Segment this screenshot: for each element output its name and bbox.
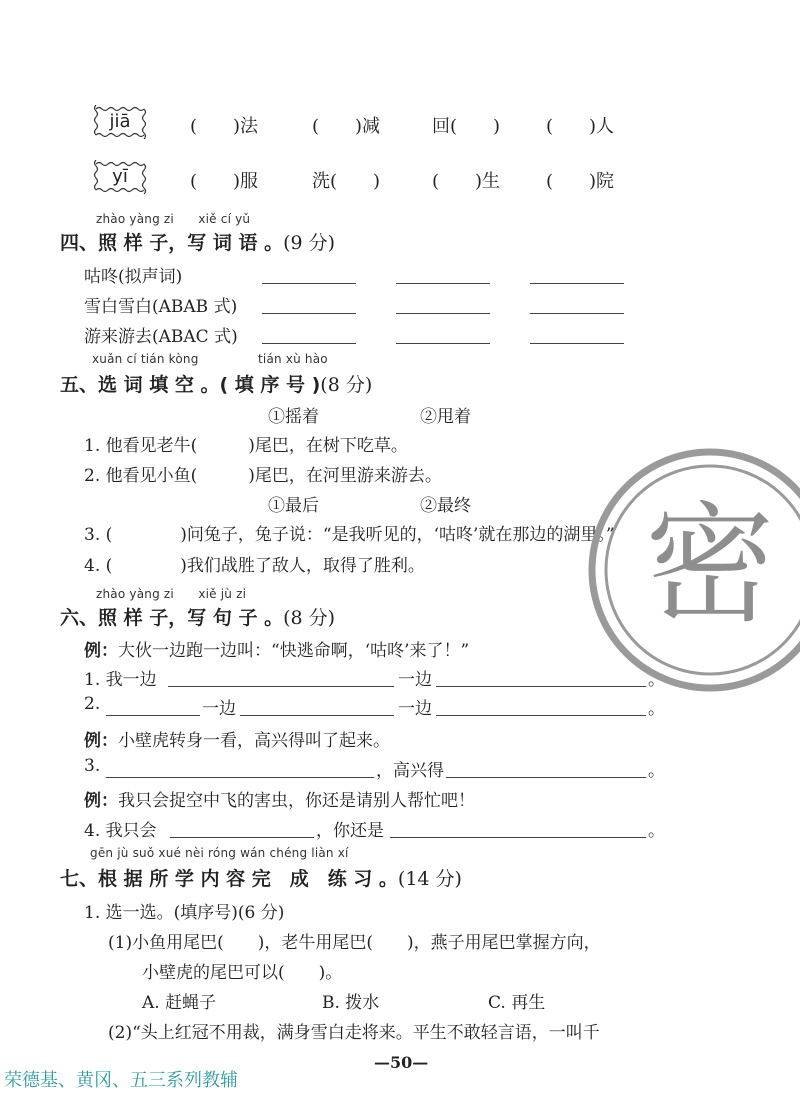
answer-line[interactable] [390, 837, 646, 838]
answer-line[interactable] [530, 343, 624, 344]
section6-title-text: 六、照 样 子，写 句 子 。 [60, 607, 284, 629]
answer-line[interactable] [106, 777, 374, 778]
blank-jia-3[interactable]: 回( ) [432, 116, 501, 137]
s5-q2[interactable]: 2. 他看见小鱼( )尾巴，在河里游来游去。 [84, 466, 442, 486]
period: 。 [648, 670, 665, 690]
blank-yi-1[interactable]: ( )服 [190, 171, 259, 192]
option-a: A. 赶蝇子 [142, 993, 217, 1013]
seal-character: 密 [644, 489, 776, 641]
word-item-3: 游来游去(ABAC 式) [84, 327, 238, 347]
s5-q3[interactable]: 3. ( )问兔子，兔子说：“是我听见的，‘咕咚’就在那边的湖里。” [84, 525, 615, 545]
section5-pinyin-b: tián xù hào [258, 352, 328, 366]
section4-title [60, 228, 335, 255]
answer-line[interactable] [396, 313, 490, 314]
example-1 [84, 636, 469, 661]
confidential-seal-icon [580, 440, 800, 700]
example-label: 例： [84, 641, 118, 661]
section6-pinyin: zhào yàng zi xiě jù zi [96, 587, 247, 601]
option-2a: ①最后 [268, 496, 319, 516]
section6-score: (8 分) [283, 607, 336, 629]
answer-line[interactable] [262, 283, 356, 284]
s6-q4-mid: ，你还是 [316, 821, 384, 841]
answer-line[interactable] [396, 283, 490, 284]
s6-q2-mid1: 一边 [202, 699, 236, 719]
word-item-1: 咕咚(拟声词) [84, 267, 183, 287]
section4-score: (9 分) [283, 232, 336, 254]
option-b: B. 拨水 [322, 993, 380, 1013]
s5-q1[interactable]: 1. 他看见老牛( )尾巴，在树下吃草。 [84, 436, 408, 456]
pinyin-box-yi [92, 160, 148, 194]
s7-p2: (2)“头上红冠不用裁，满身雪白走将来。平生不敢轻言语，一叫千 [108, 1023, 600, 1043]
section5-score: (8 分) [320, 374, 373, 396]
s6-q3-mid: ，高兴得 [376, 761, 444, 781]
answer-line[interactable] [168, 686, 394, 687]
option-1a: ①摇着 [268, 407, 319, 427]
answer-line[interactable] [262, 313, 356, 314]
answer-line[interactable] [170, 837, 314, 838]
s7-p1-line1[interactable]: (1)小鱼用尾巴( )，老牛用尾巴( )，燕子用尾巴掌握方向， [108, 933, 601, 953]
example-text: 我只会捉空中飞的害虫，你还是请别人帮忙吧！ [118, 791, 475, 811]
period: 。 [648, 761, 665, 781]
footer-brand: 荣德基、黄冈、五三系列教辅 [4, 1070, 238, 1091]
section5-title [60, 370, 372, 397]
option-c: C. 再生 [488, 993, 546, 1013]
answer-line[interactable] [106, 715, 200, 716]
example-text: 大伙一边跑一边叫：“快逃命啊，‘咕咚’来了！” [118, 641, 470, 661]
section4-pinyin: zhào yàng zi xiě cí yǔ [96, 212, 251, 226]
answer-line[interactable] [530, 313, 624, 314]
answer-line[interactable] [240, 715, 394, 716]
s6-q1-mid: 一边 [398, 670, 432, 690]
answer-line[interactable] [262, 343, 356, 344]
s7-sub1: 1. 选一选。(填序号)(6 分) [84, 903, 285, 923]
example-label: 例： [84, 791, 118, 811]
word-item-2: 雪白雪白(ABAB 式) [84, 297, 238, 317]
section5-pinyin-a: xuǎn cí tián kòng [92, 352, 199, 366]
s6-q2-mid2: 一边 [398, 699, 432, 719]
answer-line[interactable] [436, 715, 646, 716]
example-3 [84, 786, 475, 811]
option-2b: ②最终 [420, 496, 471, 516]
blank-yi-3[interactable]: ( )生 [432, 171, 501, 192]
s6-q4-start: 4. 我只会 [84, 821, 157, 841]
page-number: —50— [374, 1053, 429, 1072]
blank-jia-4[interactable]: ( )人 [546, 116, 615, 137]
answer-line[interactable] [530, 283, 624, 284]
section4-title-text: 四、照 样 子，写 词 语 。 [60, 232, 284, 254]
pinyin-box-jia [92, 105, 148, 139]
option-1b: ②甩着 [420, 407, 471, 427]
blank-jia-1[interactable]: ( )法 [190, 116, 259, 137]
s7-p1-line2[interactable]: 小壁虎的尾巴可以( )。 [142, 963, 343, 983]
section7-score: (14 分) [397, 868, 462, 890]
pinyin-yi: yī [112, 166, 128, 187]
section7-pinyin: gēn jù suǒ xué nèi róng wán chéng liàn xí [90, 846, 349, 860]
s5-q4[interactable]: 4. ( )我们战胜了敌人，取得了胜利。 [84, 556, 425, 576]
answer-line[interactable] [436, 686, 646, 687]
period: 。 [648, 699, 665, 719]
answer-line[interactable] [446, 777, 646, 778]
section7-title-text: 七、根 据 所 学 内 容 完 成 练 习 。 [60, 868, 398, 890]
blank-yi-2[interactable]: 洗( ) [312, 171, 381, 192]
section5-title-text: 五、选 词 填 空 。( 填 序 号 ) [60, 374, 321, 396]
section7-title [60, 864, 462, 891]
pinyin-jia: jiā [109, 111, 131, 132]
blank-yi-4[interactable]: ( )院 [546, 171, 615, 192]
blank-jia-2[interactable]: ( )减 [312, 116, 381, 137]
answer-line[interactable] [396, 343, 490, 344]
period: 。 [648, 821, 665, 841]
example-text: 小壁虎转身一看，高兴得叫了起来。 [118, 731, 390, 751]
example-2 [84, 726, 390, 751]
s6-q2-start: 2. [84, 694, 101, 714]
section6-title [60, 603, 335, 630]
example-label: 例： [84, 731, 118, 751]
s6-q1-start: 1. 我一边 [84, 670, 157, 690]
s6-q3-start: 3. [84, 756, 101, 776]
